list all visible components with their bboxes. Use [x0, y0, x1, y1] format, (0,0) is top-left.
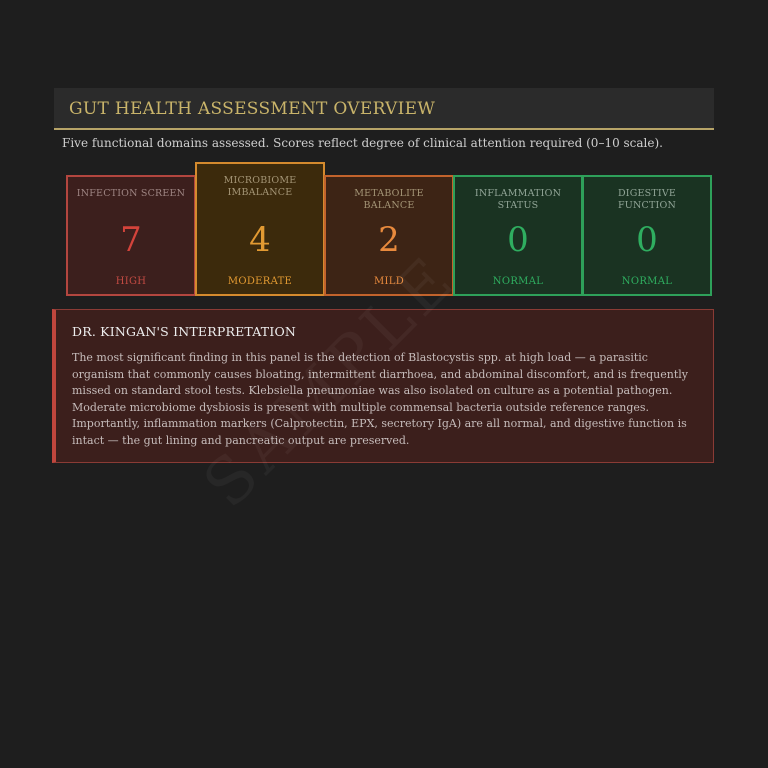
card-label: METABOLITE BALANCE: [354, 188, 424, 211]
score-card-microbiome-imbalance: [195, 162, 325, 296]
card-score: 2: [378, 220, 400, 260]
card-label: INFLAMMATION STATUS: [474, 188, 562, 211]
card-score: 0: [636, 220, 658, 260]
card-label: DIGESTIVE FUNCTION: [617, 188, 677, 211]
card-score: 7: [120, 220, 142, 260]
card-level: NORMAL: [621, 276, 673, 287]
card-label: MICROBIOME IMBALANCE: [223, 175, 297, 198]
score-card-infection-screen: [66, 175, 196, 296]
interpretation-panel: [52, 309, 714, 463]
card-level: HIGH: [115, 276, 147, 287]
score-card-metabolite-balance: [324, 175, 454, 296]
page-subtitle: Five functional domains assessed. Scores reflect degree of clinical attention required (0–10 scale).: [62, 136, 663, 150]
score-card-inflammation-status: [453, 175, 583, 296]
page-title: GUT HEALTH ASSESSMENT OVERVIEW: [69, 99, 436, 119]
card-level: MILD: [373, 276, 405, 287]
card-label: INFECTION SCREEN: [76, 188, 186, 199]
interpretation-title: DR. KINGAN'S INTERPRETATION: [72, 324, 297, 339]
score-card-digestive-function: [582, 175, 712, 296]
card-level: NORMAL: [492, 276, 544, 287]
card-score: 0: [507, 220, 529, 260]
page-header: [54, 88, 714, 130]
interpretation-body: The most significant finding in this panel is the detection of Blastocystis spp. at high load — a parasitic organism that commonly causes bloating, intermittent diarrhoea, and abdominal discomfort, and is frequently missed on standard stool tests. Klebsiella pneumoniae was also isolated on culture as a potential pathogen. Moderate microbiome dysbiosis is present with multiple commensal bacteria outside reference ranges. Importantly, inflammation markers (Calprotectin, EPX, secretory IgA) are all normal, and digestive function is intact — the gut lining and pancreatic output are preserved.: [72, 351, 688, 447]
card-score: 4: [249, 220, 271, 260]
card-level: MODERATE: [227, 276, 293, 287]
